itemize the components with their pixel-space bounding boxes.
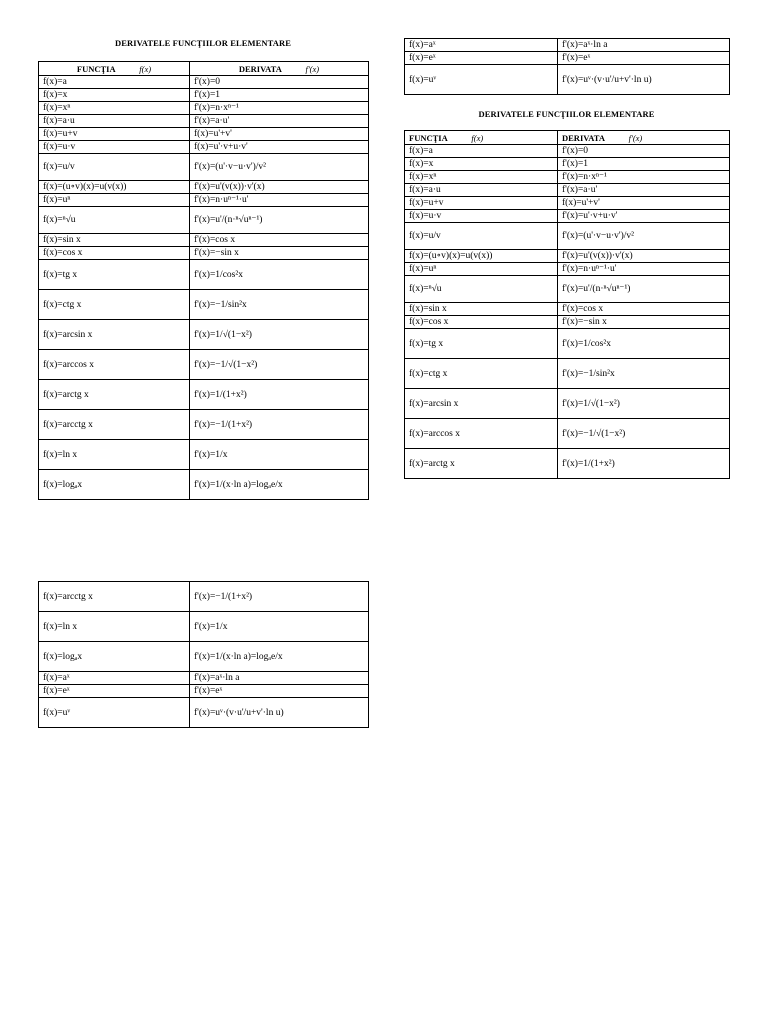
function-cell: f(x)=logₐx <box>39 470 190 500</box>
table-row <box>39 234 369 247</box>
derivative-cell: f'(x)=u'(v(x))·v'(x) <box>558 250 730 263</box>
derivative-cell: f'(x)=n·xⁿ⁻¹ <box>190 102 369 115</box>
derivative-cell: f'(x)=1/cos²x <box>190 260 369 290</box>
derivative-cell: f'(x)=1/x <box>190 612 369 642</box>
derivative-cell: f(x)=u'+v' <box>558 197 730 210</box>
derivative-cell: f'(x)=1/(1+x²) <box>558 449 730 479</box>
table-row <box>405 171 730 184</box>
function-cell: f(x)=u·v <box>39 141 190 154</box>
function-cell: f(x)=arccos x <box>39 350 190 380</box>
table-row <box>39 181 369 194</box>
derivative-cell: f'(x)=1/(1+x²) <box>190 380 369 410</box>
derivative-cell: f'(x)=1/(x·ln a)=logₐe/x <box>190 642 369 672</box>
function-cell: f(x)=a·u <box>405 184 558 197</box>
derivative-cell: f'(x)=1 <box>190 89 369 102</box>
function-cell: f(x)=arcctg x <box>39 582 190 612</box>
table-row <box>405 223 730 250</box>
header-function <box>405 131 558 145</box>
function-cell: f(x)=uⁿ <box>405 263 558 276</box>
function-cell: f(x)=xⁿ <box>39 102 190 115</box>
function-cell: f(x)=ⁿ√u <box>39 207 190 234</box>
derivative-cell: f'(x)=0 <box>558 145 730 158</box>
function-cell: f(x)=tg x <box>39 260 190 290</box>
header-derivative-label: DERIVATA <box>238 63 282 74</box>
function-cell: f(x)=aˣ <box>405 39 558 52</box>
derivative-cell: f(x)=u'+v' <box>190 128 369 141</box>
derivative-cell: f'(x)=a·u' <box>190 115 369 128</box>
derivative-cell: f'(x)=0 <box>190 76 369 89</box>
table-row <box>39 260 369 290</box>
table-row <box>39 440 369 470</box>
derivative-cell: f'(x)=eˣ <box>190 685 369 698</box>
header-derivative-label: DERIVATA <box>562 132 605 143</box>
function-cell: f(x)=xⁿ <box>405 171 558 184</box>
derivative-cell: f'(x)=aˣ·ln a <box>190 672 369 685</box>
header-function-label: FUNCŢIA <box>409 132 448 143</box>
derivative-cell: f'(x)=uᵛ·(v·u'/u+v'·ln u) <box>558 65 730 95</box>
table-row <box>39 698 369 728</box>
header-function <box>39 62 190 76</box>
function-cell: f(x)=u+v <box>405 197 558 210</box>
function-cell: f(x)=u·v <box>405 210 558 223</box>
function-cell: f(x)=uᵛ <box>39 698 190 728</box>
derivative-cell: f'(x)=n·xⁿ⁻¹ <box>558 171 730 184</box>
table-row <box>39 470 369 500</box>
function-cell: f(x)=eˣ <box>405 52 558 65</box>
function-cell: f(x)=u/v <box>39 154 190 181</box>
derivative-cell: f'(x)=1/√(1−x²) <box>190 320 369 350</box>
table-row <box>39 320 369 350</box>
table-row <box>405 145 730 158</box>
function-cell: f(x)=arccos x <box>405 419 558 449</box>
table-row <box>39 410 369 440</box>
derivative-cell: f'(x)=(u'·v−u·v')/v² <box>558 223 730 250</box>
derivative-cell: f'(x)=(u'·v−u·v')/v² <box>190 154 369 181</box>
header-derivative-notation: f'(x) <box>305 63 320 74</box>
table-header-row <box>39 62 369 76</box>
right-derivatives-table <box>404 130 730 479</box>
derivative-cell: f'(x)=a·u' <box>558 184 730 197</box>
left-derivatives-table <box>38 61 369 500</box>
function-cell: f(x)=a <box>39 76 190 89</box>
derivative-cell: f'(x)=−1/√(1−x²) <box>190 350 369 380</box>
table-row <box>39 154 369 181</box>
function-cell: f(x)=a <box>405 145 558 158</box>
function-cell: f(x)=tg x <box>405 329 558 359</box>
derivative-cell: f'(x)=aˣ·ln a <box>558 39 730 52</box>
function-cell: f(x)=aˣ <box>39 672 190 685</box>
derivative-cell: f'(x)=1/√(1−x²) <box>558 389 730 419</box>
table-row <box>405 303 730 316</box>
derivative-cell: f'(x)=u'/(n·ⁿ√uⁿ⁻¹) <box>190 207 369 234</box>
derivative-cell: f'(x)=eˣ <box>558 52 730 65</box>
derivative-cell: f'(x)=−sin x <box>190 247 369 260</box>
table-row <box>405 419 730 449</box>
table-row <box>405 276 730 303</box>
function-cell: f(x)=cos x <box>405 316 558 329</box>
table-row <box>405 184 730 197</box>
derivative-cell: f'(x)=n·uⁿ⁻¹·u' <box>558 263 730 276</box>
derivative-cell: f'(x)=u'/(n·ⁿ√uⁿ⁻¹) <box>558 276 730 303</box>
left-page-heading: DERIVATELE FUNCŢIILOR ELEMENTARE <box>114 38 292 48</box>
table-row <box>405 359 730 389</box>
function-cell: f(x)=arcctg x <box>39 410 190 440</box>
derivative-cell: f'(x)=−1/(1+x²) <box>190 582 369 612</box>
function-cell: f(x)=x <box>405 158 558 171</box>
function-cell: f(x)=ln x <box>39 612 190 642</box>
table-row <box>39 128 369 141</box>
derivative-cell: f'(x)=cos x <box>558 303 730 316</box>
function-cell: f(x)=sin x <box>39 234 190 247</box>
function-cell: f(x)=arcsin x <box>39 320 190 350</box>
derivative-cell: f'(x)=1/(x·ln a)=logₐe/x <box>190 470 369 500</box>
derivative-cell: f'(x)=−1/sin²x <box>190 290 369 320</box>
derivative-cell: f'(x)=cos x <box>190 234 369 247</box>
right-page-heading: DERIVATELE FUNCŢIILOR ELEMENTARE <box>478 109 655 119</box>
table-row <box>405 263 730 276</box>
table-row <box>405 210 730 223</box>
derivative-cell: f(x)=u'·v+u·v' <box>190 141 369 154</box>
table-row <box>39 685 369 698</box>
header-function-notation: f(x) <box>139 63 152 74</box>
table-row <box>39 141 369 154</box>
table-row <box>39 642 369 672</box>
header-derivative <box>190 62 369 76</box>
derivative-cell: f'(x)=n·uⁿ⁻¹·u' <box>190 194 369 207</box>
function-cell: f(x)=(u∘v)(x)=u(v(x)) <box>39 181 190 194</box>
table-row <box>405 250 730 263</box>
derivative-cell: f'(x)=1/x <box>190 440 369 470</box>
table-row <box>39 582 369 612</box>
table-row <box>405 389 730 419</box>
function-cell: f(x)=arctg x <box>39 380 190 410</box>
function-cell: f(x)=eˣ <box>39 685 190 698</box>
table-row <box>405 449 730 479</box>
left-continuation-table <box>38 581 369 728</box>
function-cell: f(x)=x <box>39 89 190 102</box>
header-function-notation: f(x) <box>471 132 484 143</box>
function-cell: f(x)=(u∘v)(x)=u(v(x)) <box>405 250 558 263</box>
derivative-cell: f'(x)=u'(v(x))·v'(x) <box>190 181 369 194</box>
table-row <box>39 76 369 89</box>
right-top-table <box>404 38 730 95</box>
table-row <box>39 102 369 115</box>
function-cell: f(x)=u/v <box>405 223 558 250</box>
derivative-cell: f'(x)=1/cos²x <box>558 329 730 359</box>
derivative-cell: f'(x)=−1/sin²x <box>558 359 730 389</box>
function-cell: f(x)=u+v <box>39 128 190 141</box>
header-function-label: FUNCŢIA <box>76 63 116 74</box>
function-cell: f(x)=uⁿ <box>39 194 190 207</box>
table-row <box>39 194 369 207</box>
function-cell: f(x)=sin x <box>405 303 558 316</box>
derivative-cell: f'(x)=uᵛ·(v·u'/u+v'·ln u) <box>190 698 369 728</box>
function-cell: f(x)=arctg x <box>405 449 558 479</box>
table-row <box>39 350 369 380</box>
function-cell: f(x)=arcsin x <box>405 389 558 419</box>
function-cell: f(x)=ⁿ√u <box>405 276 558 303</box>
derivative-cell: f'(x)=−1/(1+x²) <box>190 410 369 440</box>
table-row <box>405 329 730 359</box>
function-cell: f(x)=logₐx <box>39 642 190 672</box>
table-row <box>405 158 730 171</box>
derivative-cell: f'(x)=−sin x <box>558 316 730 329</box>
table-row <box>405 39 730 52</box>
header-derivative-notation: f'(x) <box>628 132 643 143</box>
table-row <box>39 380 369 410</box>
function-cell: f(x)=ln x <box>39 440 190 470</box>
function-cell: f(x)=ctg x <box>39 290 190 320</box>
table-row <box>39 115 369 128</box>
table-row <box>405 197 730 210</box>
table-row <box>39 290 369 320</box>
function-cell: f(x)=uᵛ <box>405 65 558 95</box>
header-derivative <box>558 131 730 145</box>
table-row <box>39 672 369 685</box>
table-row <box>405 65 730 95</box>
table-row <box>39 612 369 642</box>
table-row <box>39 89 369 102</box>
derivative-cell: f'(x)=−1/√(1−x²) <box>558 419 730 449</box>
table-row <box>39 207 369 234</box>
derivative-cell: f'(x)=u'·v+u·v' <box>558 210 730 223</box>
function-cell: f(x)=cos x <box>39 247 190 260</box>
function-cell: f(x)=a·u <box>39 115 190 128</box>
table-row <box>405 52 730 65</box>
function-cell: f(x)=ctg x <box>405 359 558 389</box>
table-row <box>405 316 730 329</box>
table-header-row <box>405 131 730 145</box>
derivative-cell: f'(x)=1 <box>558 158 730 171</box>
table-row <box>39 247 369 260</box>
